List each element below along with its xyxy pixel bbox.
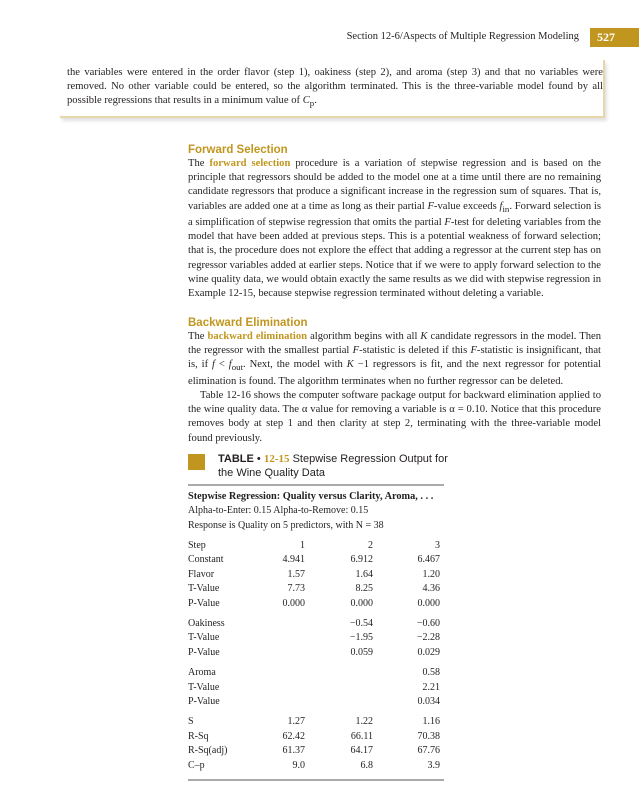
- row-label: Step: [188, 540, 206, 551]
- table-row: [188, 759, 444, 773]
- cell-step-2: [305, 681, 373, 695]
- var: f: [228, 359, 232, 371]
- text: -test for deleting variables from the model that have been added at previous steps. This is a potential weakness of forward selection; that is, the procedure does not explore the effect that adding a regressor at the current step has on regressor variables added at earlier steps. Notice that if we were to apply forward selection to the wine quality data, we would obtain exactly the same results as we did with stepwise regression in Example 12-15, because stepwise regression terminated without deleting a variable.: [188, 216, 602, 299]
- row-label: Aroma: [188, 667, 216, 679]
- row-label: T-Value: [188, 583, 220, 595]
- cell-step-2: 64.17: [350, 745, 373, 757]
- stepwise-output-table: [188, 484, 444, 781]
- table-label: TABLE: [218, 453, 254, 465]
- key-term: forward selection: [209, 158, 291, 169]
- table-row: [188, 617, 444, 631]
- cell-step-2: −0.54: [349, 618, 373, 630]
- cell-step-3: 4.36: [422, 583, 440, 595]
- row-label: P-Value: [188, 646, 220, 658]
- table-row: [188, 539, 444, 553]
- row-label: R-Sq(adj): [188, 745, 228, 757]
- cell-step-3: 2.21: [422, 681, 440, 693]
- var: f: [212, 359, 215, 371]
- var: f: [499, 200, 503, 212]
- cell-step-1: 1: [300, 540, 305, 551]
- text: The: [188, 158, 210, 169]
- cell-step-1: [258, 681, 305, 695]
- row-group: [188, 617, 444, 660]
- cell-step-1: [258, 646, 305, 660]
- caption-marker: [188, 454, 205, 470]
- var: F: [427, 200, 434, 212]
- cell-step-1: 0.000: [282, 597, 305, 609]
- row-label: R-Sq: [188, 730, 209, 742]
- cell-step-1: [258, 695, 305, 709]
- text: The: [188, 331, 208, 342]
- table-row: [188, 744, 444, 758]
- table-row: [188, 646, 444, 660]
- row-group: [188, 539, 444, 611]
- cell-step-2: 66.11: [350, 730, 373, 742]
- table-row: [188, 715, 444, 729]
- row-label: T-Value: [188, 681, 220, 693]
- table-line: Response is Quality on 5 predictors, with N = 38: [188, 519, 384, 531]
- cell-step-3: 0.58: [422, 667, 440, 679]
- var-sub: in: [502, 203, 510, 214]
- text: procedure is a variation of stepwise regression and is based on the principle that regressors should be added to the model one at a time until there are no remaining candidate regressors that produce a significant increase in the regression sum of squares. That is, variables are added one at a time as long as their partial: [188, 158, 601, 212]
- table-line: Alpha-to-Enter: 0.15 Alpha-to-Remove: 0.15: [188, 505, 369, 516]
- var: K: [420, 331, 428, 342]
- text: -value exceeds: [433, 200, 500, 212]
- table-row: [188, 553, 444, 567]
- continued-example-box: [60, 60, 605, 118]
- table-row: [188, 681, 444, 695]
- row-label: T-Value: [188, 632, 220, 644]
- cell-step-3: 1.16: [422, 716, 440, 728]
- cell-step-1: 1.57: [287, 568, 305, 580]
- row-label: S: [188, 716, 194, 728]
- table-row: [188, 568, 444, 582]
- table-row: [188, 597, 444, 611]
- cell-step-2: [305, 666, 373, 680]
- running-head: Section 12-6/Aspects of Multiple Regression Modeling: [346, 31, 579, 42]
- cell-step-3: 0.000: [417, 597, 440, 609]
- bullet: •: [256, 453, 261, 465]
- var: F: [470, 345, 477, 357]
- cell-step-1: 1.27: [287, 716, 305, 728]
- box-end: .: [314, 95, 317, 107]
- row-label: P-Value: [188, 696, 220, 708]
- cell-step-2: 8.25: [355, 583, 373, 595]
- row-group: [188, 715, 444, 773]
- row-label: P-Value: [188, 597, 220, 609]
- row-group: [188, 666, 444, 709]
- cell-step-3: 6.467: [417, 554, 440, 566]
- var: K: [346, 359, 354, 371]
- paragraph: Table 12-16 shows the computer software package output for backward elimination applied to the wine quality data. The α value for removing a variable is α = 0.10. Notice that this procedure removes body at step 1 and then clarity at step 2, terminating with the three-variable model found previously.: [188, 389, 601, 444]
- cell-step-3: 3: [435, 540, 440, 551]
- table-number: 12-15: [263, 453, 290, 465]
- text: candidate regressors in the model. Then the regressor with the smallest partial: [188, 331, 602, 357]
- cell-step-1: [258, 666, 305, 680]
- table-caption: [188, 452, 448, 480]
- cell-step-2: 2: [368, 540, 373, 551]
- paragraph: [188, 157, 601, 301]
- cell-step-1: [258, 617, 305, 631]
- var-sub: out: [231, 362, 244, 373]
- var: F: [352, 345, 360, 357]
- cell-step-1: 4.941: [282, 554, 305, 566]
- text: . Forward selection is a simplification of stepwise regression that omits the partial: [188, 200, 601, 228]
- cell-step-2: 0.000: [350, 597, 373, 609]
- cell-step-1: 9.0: [292, 759, 305, 771]
- cell-step-1: 62.42: [282, 730, 305, 742]
- var-sub: p: [309, 98, 315, 109]
- cell-step-3: 1.20: [422, 568, 440, 580]
- paragraph: [188, 330, 601, 389]
- table-row: [188, 631, 444, 645]
- cell-step-2: 6.8: [360, 759, 373, 771]
- row-label: Flavor: [188, 568, 215, 580]
- cell-step-3: 3.9: [427, 759, 440, 771]
- cell-step-2: 6.912: [350, 554, 373, 566]
- box-text: the variables were entered in the order flavor (step 1), oakiness (step 2), and aroma (step 3) and that no variables were removed. No other variable could be entered, so the algorithm terminated. This is the three-variable model found by all possible regressions that results in a minimum value of: [67, 67, 603, 107]
- cell-step-3: 67.76: [417, 745, 440, 757]
- var-c: C: [302, 95, 310, 107]
- cell-step-1: [258, 631, 305, 645]
- cell-step-3: 0.029: [417, 646, 440, 658]
- cell-step-1: 61.37: [282, 745, 305, 757]
- cell-step-2: 0.059: [350, 646, 373, 658]
- text: −1 regressors is fit, and the next regressor for potential elimination is found. The algorithm terminates when no further regressor can be deleted.: [188, 359, 602, 387]
- cell-step-2: 1.64: [355, 568, 373, 580]
- cell-step-3: −2.28: [416, 632, 440, 644]
- text: <: [214, 359, 229, 371]
- cell-step-2: −1.95: [349, 632, 373, 644]
- table-heading: Stepwise Regression: Quality versus Clarity, Aroma, . . .: [188, 491, 434, 502]
- cell-step-2: 1.22: [355, 716, 373, 728]
- table-row: [188, 730, 444, 744]
- cell-step-3: −0.60: [416, 618, 440, 630]
- page-number: 527: [590, 28, 639, 47]
- backward-elimination-section: [188, 316, 601, 446]
- forward-selection-section: [188, 143, 601, 301]
- cell-step-1: 7.73: [287, 583, 305, 595]
- text: -statistic is insignificant, that is, if: [188, 345, 601, 371]
- table-row: [188, 666, 444, 680]
- text: algorithm begins with all: [307, 331, 421, 342]
- cell-step-2: [305, 695, 373, 709]
- section-heading: Backward Elimination: [188, 317, 308, 329]
- cell-step-3: 70.38: [417, 730, 440, 742]
- key-term: backward elimination: [207, 331, 308, 342]
- table-row: [188, 695, 444, 709]
- text: -statistic is deleted if this: [359, 345, 471, 357]
- text: . Next, the model with: [243, 359, 347, 371]
- row-label: Constant: [188, 554, 224, 566]
- row-label: C–p: [188, 759, 205, 771]
- var: F: [444, 216, 451, 228]
- table-title: Stepwise Regression Output for the Wine Quality Data: [218, 453, 448, 479]
- section-heading: Forward Selection: [188, 144, 288, 156]
- row-label: Oakiness: [188, 618, 225, 630]
- cell-step-3: 0.034: [417, 696, 440, 708]
- table-row: [188, 582, 444, 596]
